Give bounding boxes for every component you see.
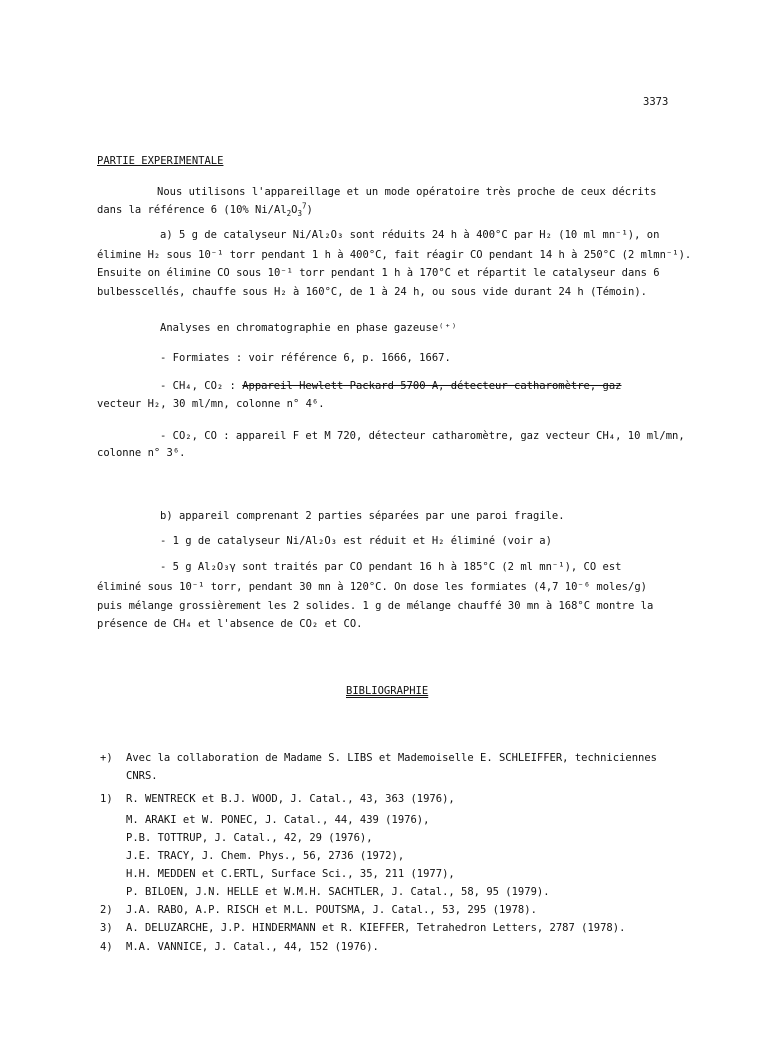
intro-end: ) — [306, 204, 313, 216]
analyses-ch4-struck: Appareil Hewlett Packard 5700 A, détecteur catharomètre, gaz — [242, 380, 622, 392]
analyses-ch4-label: - CH₄, CO₂ : — [160, 380, 236, 392]
bib-entry-line: H.H. MEDDEN et C.ERTL, Surface Sci., 35, 211 (1977), — [126, 868, 455, 880]
analyses-ch4 — [160, 380, 621, 393]
bib-entry-number: +) — [100, 752, 113, 764]
part-a-line-3: Ensuite on élimine CO sous 10⁻¹ torr pendant 1 h à 170°C et répartit le catalyseur dans 6 — [97, 267, 660, 279]
bib-entry-line: J.A. RABO, A.P. RISCH et M.L. POUTSMA, J. Catal., 53, 295 (1978). — [126, 904, 537, 916]
intro-mid: O — [291, 204, 298, 216]
bib-entry-number: 2) — [100, 904, 113, 916]
analyses-title: Analyses en chromatographie en phase gazeuse⁽⁺⁾ — [160, 322, 458, 334]
bib-entry-number: 4) — [100, 941, 113, 953]
intro-sup: 7 — [302, 201, 307, 211]
bib-entry-line: P.B. TOTTRUP, J. Catal., 42, 29 (1976), — [126, 832, 373, 844]
intro-line-2 — [97, 201, 313, 219]
intro-sub-1: 2 — [286, 209, 292, 219]
analyses-co2-line-1: - CO₂, CO : appareil F et M 720, détecteur catharomètre, gaz vecteur CH₄, 10 ml/mn, — [160, 430, 685, 442]
part-b-line-2: - 1 g de catalyseur Ni/Al₂O₃ est réduit et H₂ éliminé (voir a) — [160, 535, 552, 547]
page-number: 3373 — [643, 96, 669, 108]
bib-entry-number: 1) — [100, 793, 113, 805]
analyses-formiates: - Formiates : voir référence 6, p. 1666, 1667. — [160, 352, 451, 364]
bibliography-title: BIBLIOGRAPHIE — [346, 685, 429, 697]
bib-entry-line: M. ARAKI et W. PONEC, J. Catal., 44, 439 (1976), — [126, 814, 430, 826]
bib-entry-line: CNRS. — [126, 770, 158, 782]
analyses-co2-line-2: colonne n° 3⁶. — [97, 447, 186, 459]
bib-entry-line: J.E. TRACY, J. Chem. Phys., 56, 2736 (1972), — [126, 850, 405, 862]
part-b-line-1: b) appareil comprenant 2 parties séparées par une paroi fragile. — [160, 510, 565, 522]
bib-entry-line: Avec la collaboration de Madame S. LIBS et Mademoiselle E. SCHLEIFFER, techniciennes — [126, 752, 658, 764]
bib-entry-line: A. DELUZARCHE, J.P. HINDERMANN et R. KIEFFER, Tetrahedron Letters, 2787 (1978). — [126, 922, 626, 934]
intro-sub-2: 3 — [297, 209, 303, 219]
part-a-line-4: bulbesscellés, chauffe sous H₂ à 160°C, de 1 à 24 h, ou sous vide durant 24 h (Témoin). — [97, 286, 647, 298]
part-a-line-2: élimine H₂ sous 10⁻¹ torr pendant 1 h à 400°C, fait réagir CO pendant 14 h à 250°C (2 mlmn⁻¹). — [97, 249, 692, 261]
part-b-line-3: - 5 g Al₂O₃γ sont traités par CO pendant 16 h à 185°C (2 ml mn⁻¹), CO est — [160, 561, 622, 573]
part-b-line-6: présence de CH₄ et l'absence de CO₂ et CO. — [97, 618, 363, 630]
bib-entry-line: P. BILOEN, J.N. HELLE et W.M.H. SACHTLER, J. Catal., 58, 95 (1979). — [126, 886, 550, 898]
part-b-line-4: éliminé sous 10⁻¹ torr, pendant 30 mn à 120°C. On dose les formiates (4,7 10⁻⁶ moles/g) — [97, 581, 647, 593]
part-a-line-1: a) 5 g de catalyseur Ni/Al₂O₃ sont réduits 24 h à 400°C par H₂ (10 ml mn⁻¹), on — [160, 229, 660, 241]
analyses-ch4-line-2: vecteur H₂, 30 ml/mn, colonne n° 4⁶. — [97, 398, 325, 410]
bib-entry-line: M.A. VANNICE, J. Catal., 44, 152 (1976). — [126, 941, 379, 953]
intro-line-2-text: dans la référence 6 (10% Ni/Al — [97, 204, 287, 216]
section-title: PARTIE EXPERIMENTALE — [97, 155, 224, 167]
bib-entry-number: 3) — [100, 922, 113, 934]
intro-line-1: Nous utilisons l'appareillage et un mode opératoire très proche de ceux décrits — [157, 186, 657, 198]
bib-entry-line: R. WENTRECK et B.J. WOOD, J. Catal., 43, 363 (1976), — [126, 793, 455, 805]
part-b-line-5: puis mélange grossièrement les 2 solides. 1 g de mélange chauffé 30 mn à 168°C montre la — [97, 600, 654, 612]
